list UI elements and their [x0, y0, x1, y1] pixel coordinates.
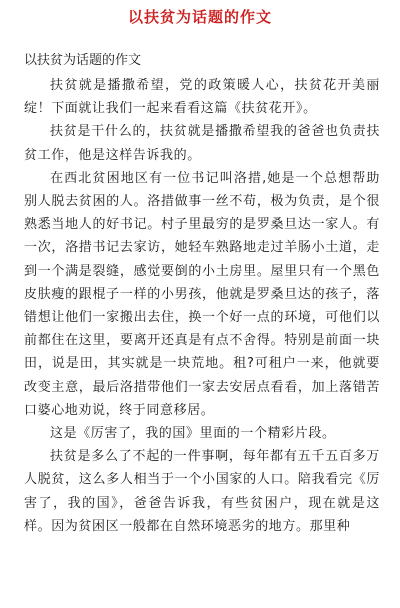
article-body: [24, 74, 380, 538]
paragraph: 扶贫是干什么的，扶贫就是播撒希望我的爸爸也负责扶贫工作，他是这样告诉我的。: [24, 124, 380, 163]
paragraph: 扶贫就是播撒希望，党的政策暖人心，扶贫花开美丽绽！下面就让我们一起来看看这篇《扶贫花开》。: [24, 78, 380, 117]
paragraph: 扶贫是多么了不起的一件事啊，每年都有五千五百多万人脱贫，这么多人相当于一个小国家的人口。陪我看完《厉害了，我的国》，爸爸告诉我，有些贫困户，现在就是这样。因为贫困区一般都在自然环境恶劣的地方。那里种: [24, 449, 380, 534]
paragraph: 在西北贫困地区有一位书记叫洛措,她是一个总想帮助别人脱去贫困的人。洛措做事一丝不苟，极为负责，是个很熟悉当地人的好书记。村子里最穷的是罗桑旦达一家人。有一次，洛措书记去家访，她轻车熟路地走过羊肠小土道，走到一个满是裂缝，感觉要倒的小土房里。屋里只有一个黑色皮肤瘦的跟棍子一样的小男孩，他就是罗桑旦达的孩子，落错想让他们一家搬出去住，换一个好一点的环境，可他们以前都住在这里，要离开还真是有点不舍得。特别是前面一块田，说是田，其实就是一块荒地。租?可租户一来，他就要改变主意，最后洛措带他们一家去安居点看看，加上落错苦口婆心地劝说，终于同意移居。: [24, 170, 380, 418]
paragraph: 这是《厉害了，我的国》里面的一个精彩片段。: [50, 426, 336, 442]
article-title: 以扶贫为话题的作文: [127, 8, 272, 26]
article-subtitle: 以扶贫为话题的作文: [24, 53, 142, 68]
